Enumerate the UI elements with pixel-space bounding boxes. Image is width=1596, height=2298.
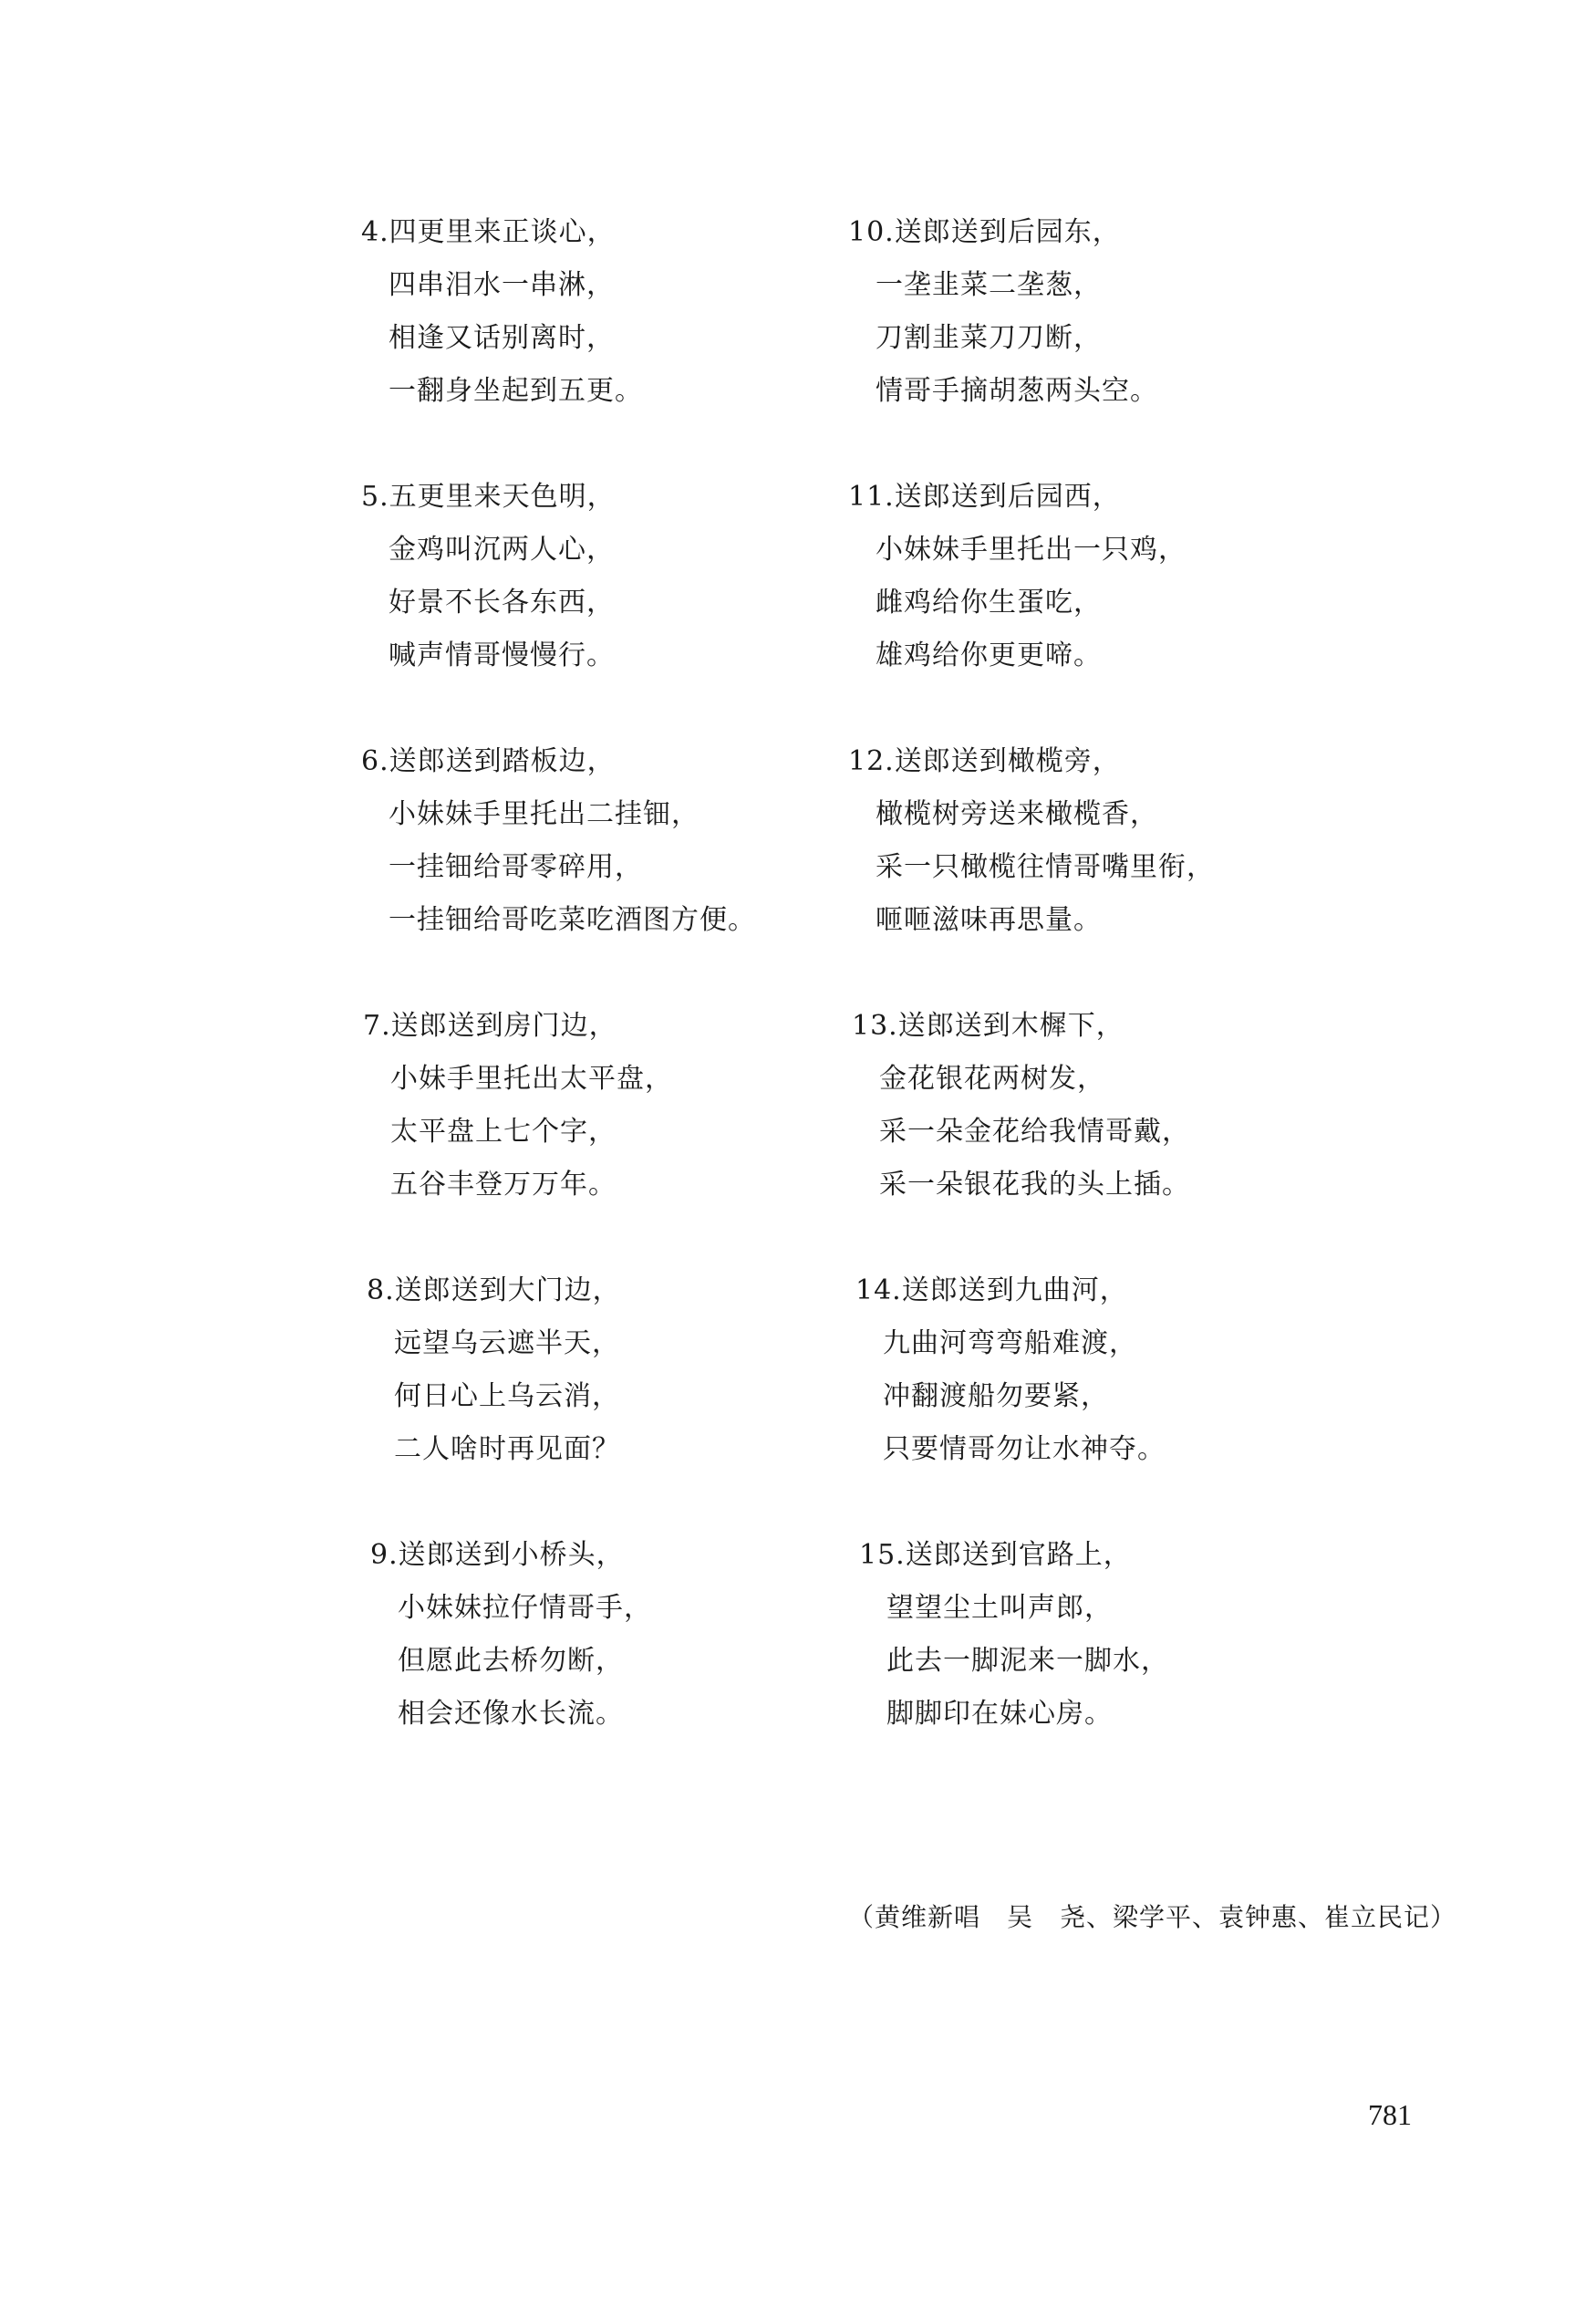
stanza-7 xyxy=(363,1000,928,1211)
stanza-line: 采一朵银花我的头上插。 xyxy=(879,1169,1190,1201)
page-number: 781 xyxy=(1368,2098,1412,2131)
stanza-5 xyxy=(361,471,927,682)
stanza-line: 10.送郎送到后园东， xyxy=(848,216,1121,248)
stanza-line: 此去一脚泥来一脚水， xyxy=(886,1645,1169,1677)
stanza-line: 五谷丰登万万年。 xyxy=(390,1169,617,1201)
stanza-line: 情哥手摘胡葱两头空。 xyxy=(876,375,1158,407)
stanza-line: 金鸡叫沉两人心， xyxy=(389,534,615,566)
stanza-4 xyxy=(361,206,927,418)
stanza-line: 小妹妹手里托出一只鸡， xyxy=(876,534,1187,566)
stanza-line: 13.送郎送到木樨下， xyxy=(852,1010,1124,1042)
stanza-line: 一挂钿给哥吃菜吃酒图方便。 xyxy=(389,904,756,936)
stanza-line: 一翻身坐起到五更。 xyxy=(389,375,643,407)
stanza-line: 小妹妹手里托出二挂钿， xyxy=(389,798,700,830)
stanza-line: 5.五更里来天色明， xyxy=(361,481,616,513)
stanza-line: 小妹妹拉仔情哥手， xyxy=(398,1592,652,1624)
stanza-line: 一挂钿给哥零碎用， xyxy=(389,851,643,883)
stanza-line: 11.送郎送到后园西， xyxy=(848,481,1121,513)
stanza-line: 二人啥时再见面？ xyxy=(394,1433,620,1465)
stanza-line: 12.送郎送到橄榄旁， xyxy=(848,745,1121,777)
stanza-line: 咂咂滋味再思量。 xyxy=(876,904,1102,936)
stanza-line: 望望尘土叫声郎， xyxy=(886,1592,1113,1624)
stanza-line: 一垄韭菜二垄葱， xyxy=(876,269,1102,301)
stanza-13 xyxy=(852,1000,1417,1211)
stanza-line: 雌鸡给你生蛋吃， xyxy=(876,587,1102,619)
stanza-line: 太平盘上七个字， xyxy=(390,1116,617,1148)
stanza-line: 4.四更里来正谈心， xyxy=(361,216,616,248)
stanza-line: 相会还像水长流。 xyxy=(398,1698,624,1730)
stanza-line: 雄鸡给你更更啼。 xyxy=(876,639,1102,671)
stanza-line: 但愿此去桥勿断， xyxy=(398,1645,624,1677)
stanza-line: 脚脚印在妹心房。 xyxy=(886,1698,1113,1730)
stanza-line: 金花银花两树发， xyxy=(879,1063,1105,1095)
stanza-line: 何日心上乌云消， xyxy=(394,1380,620,1412)
stanza-line: 相逢又话别离时， xyxy=(389,322,615,354)
stanza-9 xyxy=(370,1529,936,1741)
stanza-14 xyxy=(855,1264,1421,1476)
stanza-12 xyxy=(848,735,1414,947)
stanza-15 xyxy=(859,1529,1425,1741)
stanza-8 xyxy=(367,1264,932,1476)
stanza-line: 刀割韭菜刀刀断， xyxy=(876,322,1102,354)
stanza-line: 远望乌云遮半天， xyxy=(394,1327,620,1359)
stanza-line: 7.送郎送到房门边， xyxy=(363,1010,617,1042)
stanza-line: 冲翻渡船勿要紧， xyxy=(883,1380,1109,1412)
stanza-line: 好景不长各东西， xyxy=(389,587,615,619)
stanza-line: 14.送郎送到九曲河， xyxy=(855,1274,1128,1306)
stanza-line: 小妹手里托出太平盘， xyxy=(390,1063,673,1095)
stanza-6 xyxy=(361,735,927,947)
stanza-line: 四串泪水一串淋， xyxy=(389,269,615,301)
stanza-line: 九曲河弯弯船难渡， xyxy=(883,1327,1137,1359)
stanza-line: 8.送郎送到大门边， xyxy=(367,1274,621,1306)
stanza-line: 采一只橄榄往情哥嘴里衔， xyxy=(876,851,1215,883)
stanza-line: 采一朵金花给我情哥戴， xyxy=(879,1116,1190,1148)
performer-credit: （黄维新唱 吴 尧、梁学平、袁钟惠、崔立民记） xyxy=(848,1902,1457,1932)
stanza-line: 喊声情哥慢慢行。 xyxy=(389,639,615,671)
stanza-line: 橄榄树旁送来橄榄香， xyxy=(876,798,1158,830)
stanza-11 xyxy=(848,471,1414,682)
stanza-line: 9.送郎送到小桥头， xyxy=(370,1539,625,1571)
stanza-line: 15.送郎送到官路上， xyxy=(859,1539,1132,1571)
stanza-line: 只要情哥勿让水神夺。 xyxy=(883,1433,1166,1465)
stanza-10 xyxy=(848,206,1414,418)
stanza-line: 6.送郎送到踏板边， xyxy=(361,745,616,777)
